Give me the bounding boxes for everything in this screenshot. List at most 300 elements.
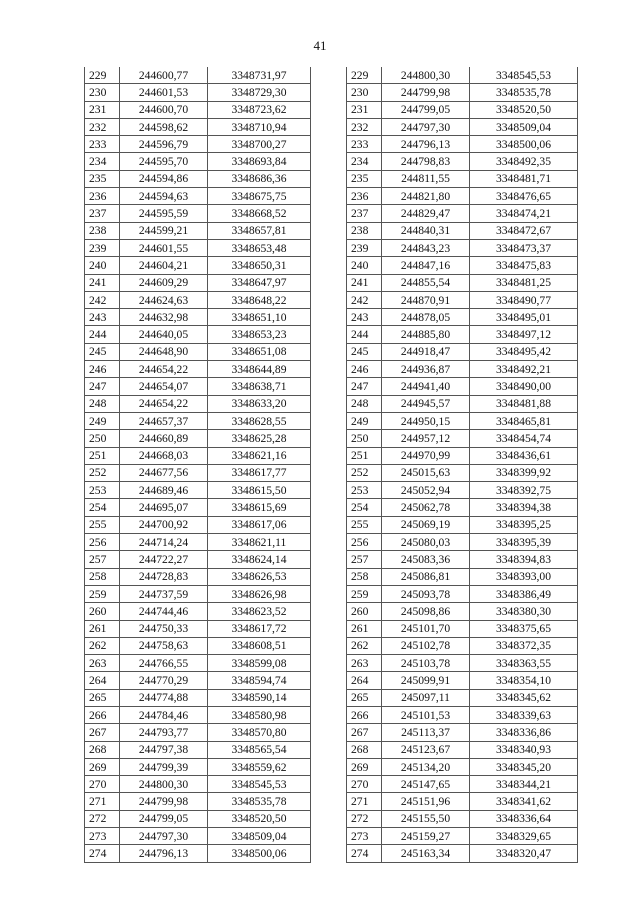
x-coordinate-cell: 244799,05 — [120, 810, 208, 827]
y-coordinate-cell: 3348624,14 — [208, 551, 311, 568]
y-coordinate-cell: 3348633,20 — [208, 395, 311, 412]
x-coordinate-cell: 245147,65 — [382, 776, 470, 793]
x-coordinate-cell: 244811,55 — [382, 170, 470, 187]
table-row — [85, 118, 311, 135]
table-row — [347, 828, 578, 845]
table-row — [347, 84, 578, 101]
x-coordinate-cell: 244843,23 — [382, 239, 470, 256]
x-coordinate-cell: 244596,79 — [120, 136, 208, 153]
point-number-cell: 252 — [85, 464, 120, 481]
table-row — [85, 84, 311, 101]
x-coordinate-cell: 245101,53 — [382, 706, 470, 723]
table-row — [347, 637, 578, 654]
y-coordinate-cell: 3348481,71 — [470, 170, 578, 187]
table-row — [85, 101, 311, 118]
point-number-cell: 273 — [85, 828, 120, 845]
table-row — [347, 222, 578, 239]
y-coordinate-cell: 3348668,52 — [208, 205, 311, 222]
y-coordinate-cell: 3348638,71 — [208, 378, 311, 395]
y-coordinate-cell: 3348394,83 — [470, 551, 578, 568]
y-coordinate-cell: 3348617,06 — [208, 516, 311, 533]
table-row — [347, 793, 578, 810]
x-coordinate-cell: 245015,63 — [382, 464, 470, 481]
y-coordinate-cell: 3348729,30 — [208, 84, 311, 101]
x-coordinate-cell: 244660,89 — [120, 430, 208, 447]
table-row — [85, 153, 311, 170]
table-row — [347, 205, 578, 222]
y-coordinate-cell: 3348520,50 — [208, 810, 311, 827]
table-row — [85, 257, 311, 274]
y-coordinate-cell: 3348395,25 — [470, 516, 578, 533]
y-coordinate-cell: 3348436,61 — [470, 447, 578, 464]
table-row — [85, 395, 311, 412]
y-coordinate-cell: 3348386,49 — [470, 585, 578, 602]
x-coordinate-cell: 244750,33 — [120, 620, 208, 637]
x-coordinate-cell: 244599,21 — [120, 222, 208, 239]
x-coordinate-cell: 244784,46 — [120, 706, 208, 723]
y-coordinate-cell: 3348731,97 — [208, 67, 311, 84]
point-number-cell: 255 — [347, 516, 382, 533]
point-number-cell: 238 — [85, 222, 120, 239]
x-coordinate-cell: 244744,46 — [120, 603, 208, 620]
y-coordinate-cell: 3348380,30 — [470, 603, 578, 620]
x-coordinate-cell: 244957,12 — [382, 430, 470, 447]
y-coordinate-cell: 3348339,63 — [470, 706, 578, 723]
page-number: 41 — [313, 38, 327, 53]
y-coordinate-cell: 3348653,23 — [208, 326, 311, 343]
y-coordinate-cell: 3348590,14 — [208, 689, 311, 706]
point-number-cell: 264 — [347, 672, 382, 689]
x-coordinate-cell: 244796,13 — [382, 136, 470, 153]
x-coordinate-cell: 244689,46 — [120, 482, 208, 499]
point-number-cell: 234 — [85, 153, 120, 170]
y-coordinate-cell: 3348650,31 — [208, 257, 311, 274]
point-number-cell: 261 — [347, 620, 382, 637]
point-number-cell: 267 — [347, 724, 382, 741]
point-number-cell: 249 — [347, 412, 382, 429]
point-number-cell: 263 — [85, 655, 120, 672]
table-row — [85, 810, 311, 827]
point-number-cell: 237 — [85, 205, 120, 222]
table-row — [347, 136, 578, 153]
x-coordinate-cell: 244950,15 — [382, 412, 470, 429]
table-row — [347, 810, 578, 827]
table-row — [85, 620, 311, 637]
y-coordinate-cell: 3348340,93 — [470, 741, 578, 758]
point-number-cell: 240 — [85, 257, 120, 274]
y-coordinate-cell: 3348320,47 — [470, 845, 578, 862]
table-row — [85, 361, 311, 378]
table-row — [347, 101, 578, 118]
point-number-cell: 263 — [347, 655, 382, 672]
point-number-cell: 235 — [85, 170, 120, 187]
table-row — [85, 430, 311, 447]
y-coordinate-cell: 3348657,81 — [208, 222, 311, 239]
y-coordinate-cell: 3348490,00 — [470, 378, 578, 395]
y-coordinate-cell: 3348615,50 — [208, 482, 311, 499]
point-number-cell: 272 — [347, 810, 382, 827]
x-coordinate-cell: 245069,19 — [382, 516, 470, 533]
x-coordinate-cell: 245098,86 — [382, 603, 470, 620]
x-coordinate-cell: 244793,77 — [120, 724, 208, 741]
table-row — [85, 706, 311, 723]
table-row — [347, 361, 578, 378]
y-coordinate-cell: 3348474,21 — [470, 205, 578, 222]
point-number-cell: 239 — [347, 239, 382, 256]
table-row — [85, 291, 311, 308]
table-row — [85, 758, 311, 775]
x-coordinate-cell: 244945,57 — [382, 395, 470, 412]
y-coordinate-cell: 3348545,53 — [208, 776, 311, 793]
x-coordinate-cell: 245080,03 — [382, 534, 470, 551]
y-coordinate-cell: 3348336,86 — [470, 724, 578, 741]
table-row — [347, 534, 578, 551]
table-row — [85, 568, 311, 585]
point-number-cell: 254 — [347, 499, 382, 516]
point-number-cell: 252 — [347, 464, 382, 481]
y-coordinate-cell: 3348723,62 — [208, 101, 311, 118]
y-coordinate-cell: 3348710,94 — [208, 118, 311, 135]
y-coordinate-cell: 3348700,27 — [208, 136, 311, 153]
y-coordinate-cell: 3348375,65 — [470, 620, 578, 637]
x-coordinate-cell: 245083,36 — [382, 551, 470, 568]
x-coordinate-cell: 244594,63 — [120, 188, 208, 205]
x-coordinate-cell: 244654,22 — [120, 361, 208, 378]
x-coordinate-cell: 245113,37 — [382, 724, 470, 741]
point-number-cell: 268 — [85, 741, 120, 758]
point-number-cell: 245 — [85, 343, 120, 360]
point-number-cell: 256 — [347, 534, 382, 551]
x-coordinate-cell: 245052,94 — [382, 482, 470, 499]
table-row — [347, 741, 578, 758]
y-coordinate-cell: 3348481,25 — [470, 274, 578, 291]
y-coordinate-cell: 3348341,62 — [470, 793, 578, 810]
x-coordinate-cell: 245155,50 — [382, 810, 470, 827]
point-number-cell: 261 — [85, 620, 120, 637]
y-coordinate-cell: 3348559,62 — [208, 758, 311, 775]
point-number-cell: 235 — [347, 170, 382, 187]
x-coordinate-cell: 244648,90 — [120, 343, 208, 360]
y-coordinate-cell: 3348599,08 — [208, 655, 311, 672]
point-number-cell: 241 — [347, 274, 382, 291]
x-coordinate-cell: 245086,81 — [382, 568, 470, 585]
table-row — [347, 239, 578, 256]
table-row — [347, 516, 578, 533]
y-coordinate-cell: 3348475,83 — [470, 257, 578, 274]
x-coordinate-cell: 244601,53 — [120, 84, 208, 101]
point-number-cell: 231 — [85, 101, 120, 118]
y-coordinate-cell: 3348481,88 — [470, 395, 578, 412]
y-coordinate-cell: 3348354,10 — [470, 672, 578, 689]
y-coordinate-cell: 3348336,64 — [470, 810, 578, 827]
x-coordinate-cell: 244695,07 — [120, 499, 208, 516]
x-coordinate-cell: 245123,67 — [382, 741, 470, 758]
y-coordinate-cell: 3348570,80 — [208, 724, 311, 741]
point-number-cell: 251 — [347, 447, 382, 464]
point-number-cell: 236 — [347, 188, 382, 205]
table-row — [347, 672, 578, 689]
table-row — [85, 551, 311, 568]
y-coordinate-cell: 3348621,16 — [208, 447, 311, 464]
table-row — [85, 239, 311, 256]
y-coordinate-cell: 3348393,00 — [470, 568, 578, 585]
table-row — [85, 326, 311, 343]
point-number-cell: 234 — [347, 153, 382, 170]
x-coordinate-cell: 244918,47 — [382, 343, 470, 360]
x-coordinate-cell: 245159,27 — [382, 828, 470, 845]
y-coordinate-cell: 3348686,36 — [208, 170, 311, 187]
table-row — [347, 378, 578, 395]
point-number-cell: 255 — [85, 516, 120, 533]
table-row — [347, 706, 578, 723]
y-coordinate-cell: 3348535,78 — [208, 793, 311, 810]
table-row — [347, 499, 578, 516]
x-coordinate-cell: 244941,40 — [382, 378, 470, 395]
y-coordinate-cell: 3348617,77 — [208, 464, 311, 481]
point-number-cell: 271 — [85, 793, 120, 810]
point-number-cell: 257 — [85, 551, 120, 568]
y-coordinate-cell: 3348473,37 — [470, 239, 578, 256]
point-number-cell: 269 — [347, 758, 382, 775]
x-coordinate-cell: 245163,34 — [382, 845, 470, 862]
point-number-cell: 239 — [85, 239, 120, 256]
table-row — [347, 551, 578, 568]
point-number-cell: 271 — [347, 793, 382, 810]
y-coordinate-cell: 3348628,55 — [208, 412, 311, 429]
y-coordinate-cell: 3348625,28 — [208, 430, 311, 447]
point-number-cell: 259 — [347, 585, 382, 602]
table-row — [347, 274, 578, 291]
y-coordinate-cell: 3348329,65 — [470, 828, 578, 845]
table-row — [347, 67, 578, 84]
y-coordinate-cell: 3348621,11 — [208, 534, 311, 551]
table-row — [85, 67, 311, 84]
x-coordinate-cell: 244847,16 — [382, 257, 470, 274]
x-coordinate-cell: 244774,88 — [120, 689, 208, 706]
x-coordinate-cell: 244654,22 — [120, 395, 208, 412]
x-coordinate-cell: 244700,92 — [120, 516, 208, 533]
table-row — [347, 603, 578, 620]
point-number-cell: 249 — [85, 412, 120, 429]
point-number-cell: 247 — [85, 378, 120, 395]
x-coordinate-cell: 245093,78 — [382, 585, 470, 602]
x-coordinate-cell: 244595,70 — [120, 153, 208, 170]
x-coordinate-cell: 244594,86 — [120, 170, 208, 187]
table-row — [347, 188, 578, 205]
y-coordinate-cell: 3348395,39 — [470, 534, 578, 551]
y-coordinate-cell: 3348509,04 — [208, 828, 311, 845]
y-coordinate-cell: 3348497,12 — [470, 326, 578, 343]
point-number-cell: 247 — [347, 378, 382, 395]
y-coordinate-cell: 3348675,75 — [208, 188, 311, 205]
table-row — [347, 118, 578, 135]
table-row — [85, 516, 311, 533]
y-coordinate-cell: 3348399,92 — [470, 464, 578, 481]
table-row — [347, 482, 578, 499]
y-coordinate-cell: 3348392,75 — [470, 482, 578, 499]
table-row — [85, 309, 311, 326]
point-number-cell: 265 — [347, 689, 382, 706]
point-number-cell: 246 — [85, 361, 120, 378]
table-row — [85, 499, 311, 516]
table-row — [347, 326, 578, 343]
table-row — [85, 482, 311, 499]
point-number-cell: 243 — [347, 309, 382, 326]
y-coordinate-cell: 3348344,21 — [470, 776, 578, 793]
point-number-cell: 262 — [347, 637, 382, 654]
table-row — [85, 188, 311, 205]
x-coordinate-cell: 244799,98 — [382, 84, 470, 101]
table-row — [85, 672, 311, 689]
point-number-cell: 254 — [85, 499, 120, 516]
table-row — [347, 291, 578, 308]
x-coordinate-cell: 245099,91 — [382, 672, 470, 689]
point-number-cell: 244 — [85, 326, 120, 343]
y-coordinate-cell: 3348608,51 — [208, 637, 311, 654]
table-row — [85, 534, 311, 551]
x-coordinate-cell: 244604,21 — [120, 257, 208, 274]
table-row — [347, 170, 578, 187]
y-coordinate-cell: 3348476,65 — [470, 188, 578, 205]
point-number-cell: 232 — [85, 118, 120, 135]
x-coordinate-cell: 244714,24 — [120, 534, 208, 551]
point-number-cell: 236 — [85, 188, 120, 205]
table-row — [85, 222, 311, 239]
table-row — [85, 464, 311, 481]
point-number-cell: 270 — [85, 776, 120, 793]
point-number-cell: 244 — [347, 326, 382, 343]
table-row — [85, 828, 311, 845]
x-coordinate-cell: 244640,05 — [120, 326, 208, 343]
point-number-cell: 246 — [347, 361, 382, 378]
x-coordinate-cell: 244800,30 — [120, 776, 208, 793]
x-coordinate-cell: 244878,05 — [382, 309, 470, 326]
table-row — [347, 655, 578, 672]
x-coordinate-cell: 244758,63 — [120, 637, 208, 654]
x-coordinate-cell: 244800,30 — [382, 67, 470, 84]
x-coordinate-cell: 244600,70 — [120, 101, 208, 118]
x-coordinate-cell: 244632,98 — [120, 309, 208, 326]
y-coordinate-cell: 3348653,48 — [208, 239, 311, 256]
y-coordinate-cell: 3348490,77 — [470, 291, 578, 308]
table-row — [85, 205, 311, 222]
point-number-cell: 266 — [347, 706, 382, 723]
point-number-cell: 233 — [85, 136, 120, 153]
point-number-cell: 274 — [347, 845, 382, 862]
table-row — [85, 136, 311, 153]
x-coordinate-cell: 244657,37 — [120, 412, 208, 429]
point-number-cell: 250 — [347, 430, 382, 447]
table-row — [85, 724, 311, 741]
x-coordinate-cell: 244598,62 — [120, 118, 208, 135]
point-number-cell: 230 — [347, 84, 382, 101]
x-coordinate-cell: 244796,13 — [120, 845, 208, 862]
point-number-cell: 253 — [85, 482, 120, 499]
x-coordinate-cell: 245097,11 — [382, 689, 470, 706]
table-row — [85, 585, 311, 602]
point-number-cell: 237 — [347, 205, 382, 222]
x-coordinate-cell: 244728,83 — [120, 568, 208, 585]
y-coordinate-cell: 3348594,74 — [208, 672, 311, 689]
point-number-cell: 242 — [347, 291, 382, 308]
table-row — [347, 257, 578, 274]
y-coordinate-cell: 3348644,89 — [208, 361, 311, 378]
x-coordinate-cell: 244936,87 — [382, 361, 470, 378]
table-row — [347, 620, 578, 637]
x-coordinate-cell: 244624,63 — [120, 291, 208, 308]
y-coordinate-cell: 3348617,72 — [208, 620, 311, 637]
y-coordinate-cell: 3348509,04 — [470, 118, 578, 135]
x-coordinate-cell: 244595,59 — [120, 205, 208, 222]
y-coordinate-cell: 3348495,01 — [470, 309, 578, 326]
point-number-cell: 241 — [85, 274, 120, 291]
table-row — [85, 741, 311, 758]
point-number-cell: 243 — [85, 309, 120, 326]
y-coordinate-cell: 3348626,53 — [208, 568, 311, 585]
table-row — [347, 724, 578, 741]
y-coordinate-cell: 3348651,08 — [208, 343, 311, 360]
table-row — [347, 395, 578, 412]
x-coordinate-cell: 244600,77 — [120, 67, 208, 84]
point-number-cell: 273 — [347, 828, 382, 845]
x-coordinate-cell: 244799,05 — [382, 101, 470, 118]
y-coordinate-cell: 3348345,20 — [470, 758, 578, 775]
table-row — [347, 845, 578, 862]
point-number-cell: 258 — [85, 568, 120, 585]
coordinates-table-right — [346, 67, 578, 863]
x-coordinate-cell: 244797,38 — [120, 741, 208, 758]
point-number-cell: 250 — [85, 430, 120, 447]
point-number-cell: 248 — [85, 395, 120, 412]
table-row — [85, 603, 311, 620]
x-coordinate-cell: 244609,29 — [120, 274, 208, 291]
y-coordinate-cell: 3348472,67 — [470, 222, 578, 239]
table-row — [85, 170, 311, 187]
x-coordinate-cell: 244821,80 — [382, 188, 470, 205]
x-coordinate-cell: 245151,96 — [382, 793, 470, 810]
x-coordinate-cell: 245103,78 — [382, 655, 470, 672]
point-number-cell: 242 — [85, 291, 120, 308]
y-coordinate-cell: 3348345,62 — [470, 689, 578, 706]
table-row — [347, 464, 578, 481]
table-row — [85, 776, 311, 793]
y-coordinate-cell: 3348651,10 — [208, 309, 311, 326]
table-row — [347, 447, 578, 464]
table-row — [347, 585, 578, 602]
x-coordinate-cell: 245134,20 — [382, 758, 470, 775]
y-coordinate-cell: 3348580,98 — [208, 706, 311, 723]
y-coordinate-cell: 3348615,69 — [208, 499, 311, 516]
y-coordinate-cell: 3348372,35 — [470, 637, 578, 654]
y-coordinate-cell: 3348647,97 — [208, 274, 311, 291]
table-row — [347, 153, 578, 170]
table-row — [85, 447, 311, 464]
x-coordinate-cell: 244677,56 — [120, 464, 208, 481]
table-row — [85, 343, 311, 360]
point-number-cell: 265 — [85, 689, 120, 706]
x-coordinate-cell: 244668,03 — [120, 447, 208, 464]
y-coordinate-cell: 3348465,81 — [470, 412, 578, 429]
table-row — [85, 412, 311, 429]
x-coordinate-cell: 244798,83 — [382, 153, 470, 170]
x-coordinate-cell: 244799,39 — [120, 758, 208, 775]
y-coordinate-cell: 3348495,42 — [470, 343, 578, 360]
table-row — [85, 845, 311, 862]
table-row — [347, 689, 578, 706]
table-row — [85, 793, 311, 810]
table-row — [85, 689, 311, 706]
table-row — [347, 430, 578, 447]
